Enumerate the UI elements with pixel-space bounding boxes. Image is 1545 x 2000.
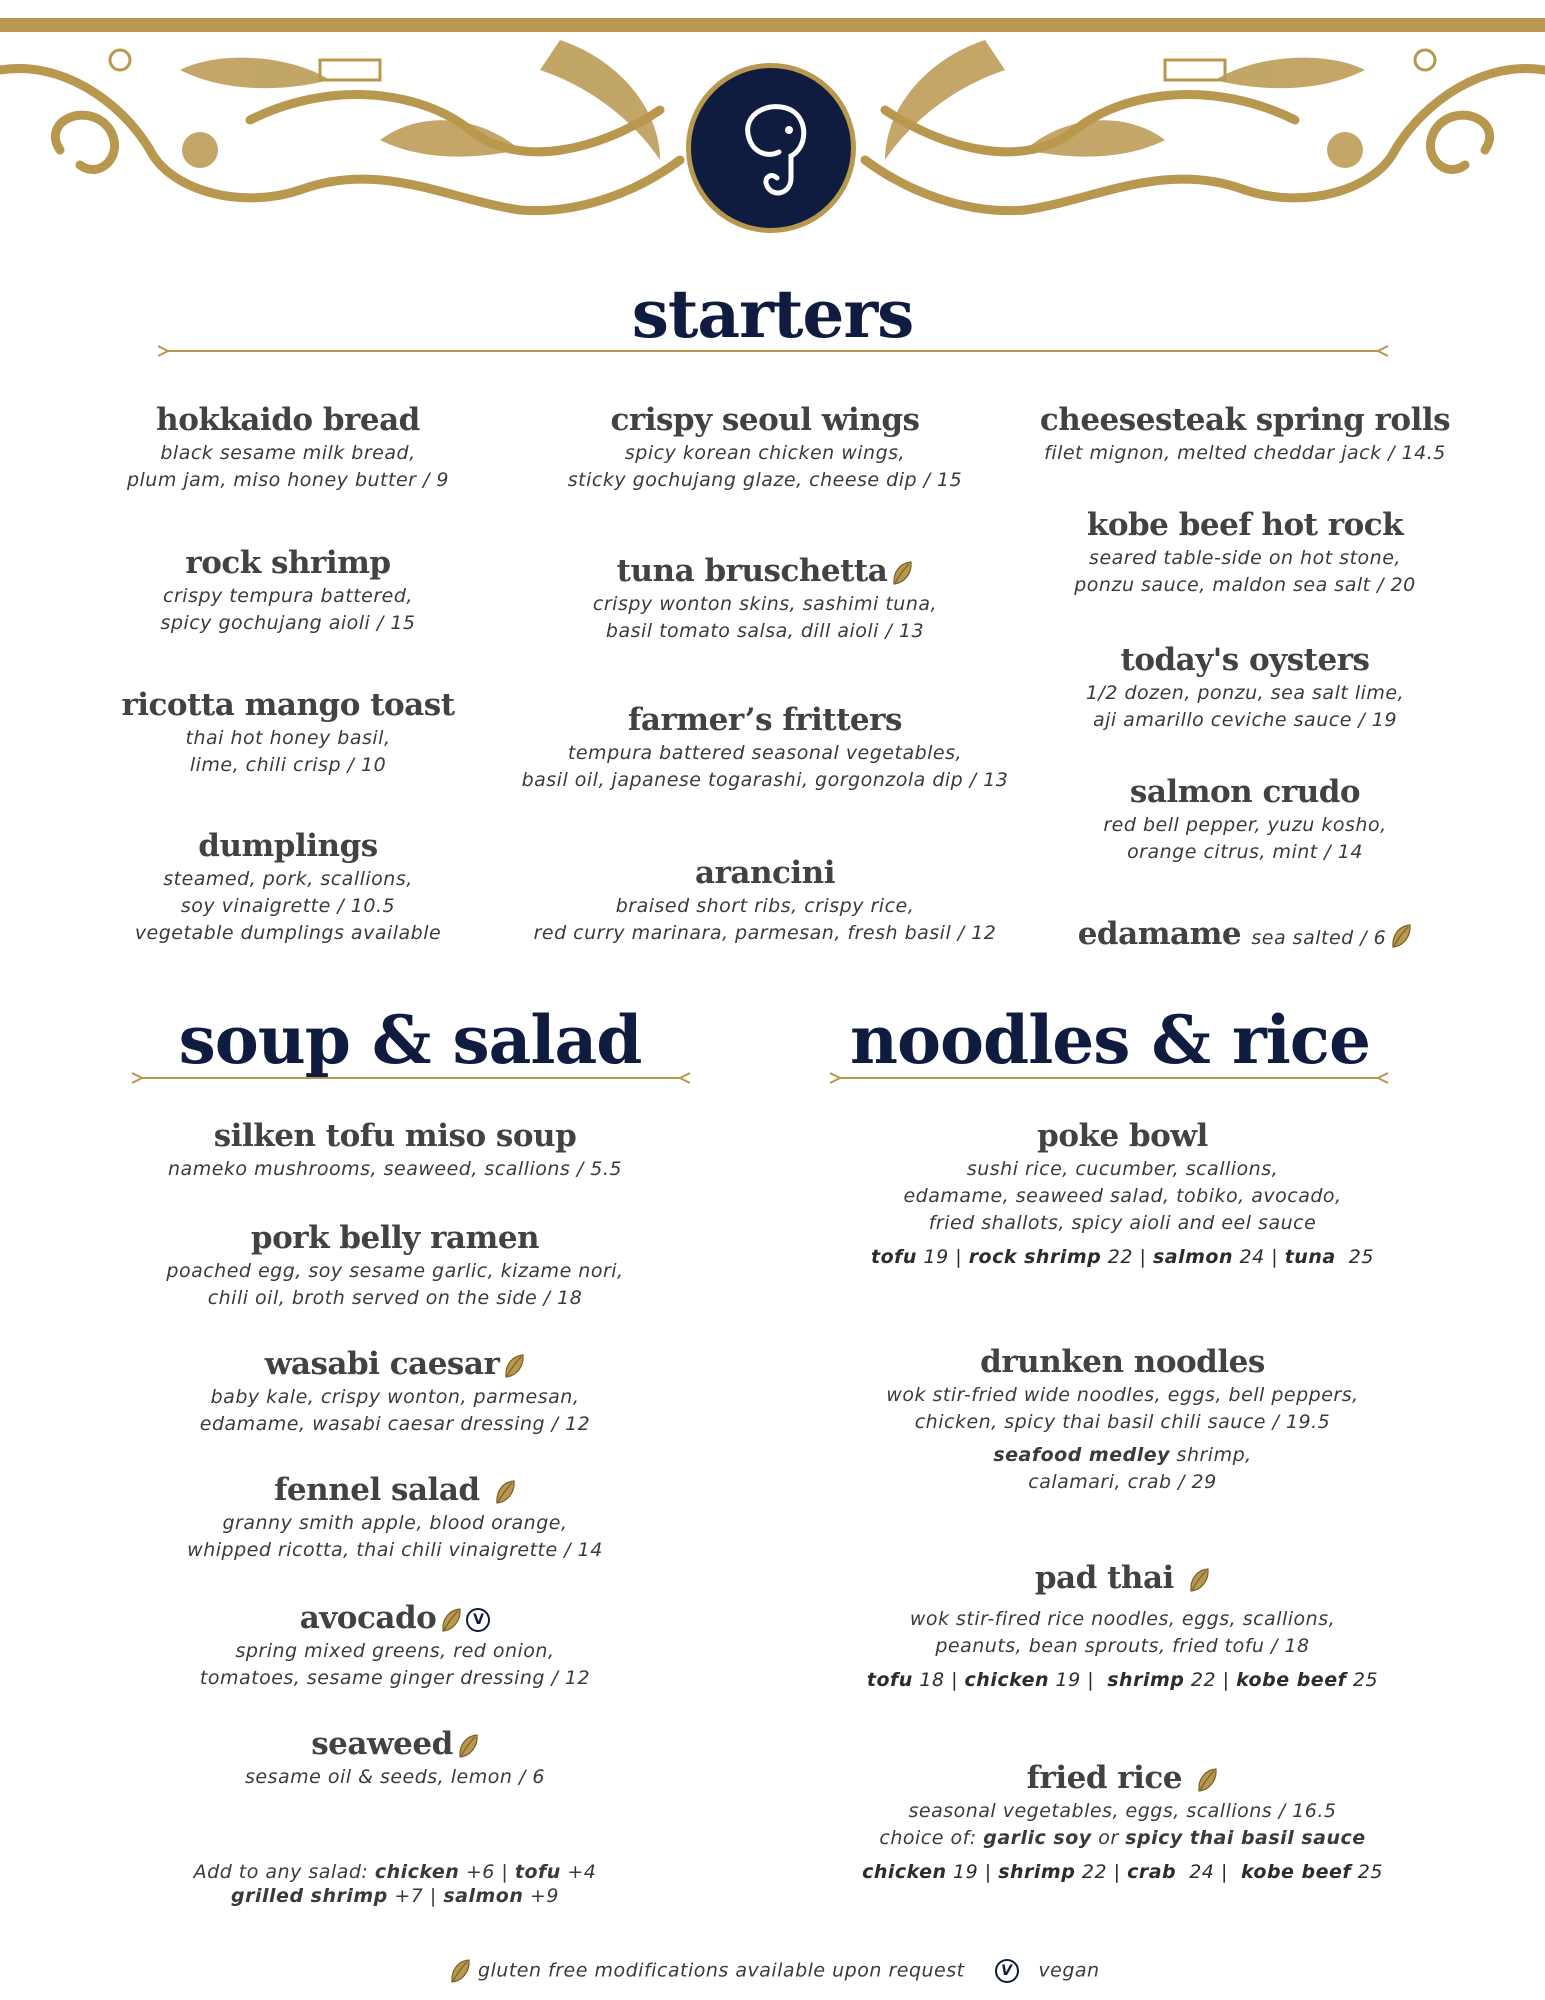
- gluten-free-leaf-icon: [457, 1733, 479, 1759]
- item-desc: ponzu sauce, maldon sea salt / 20: [1074, 574, 1416, 596]
- gluten-free-leaf-icon: [449, 1958, 471, 1984]
- item-desc: crispy wonton skins, sashimi tuna,: [592, 593, 938, 615]
- divider-rule: [830, 1072, 1388, 1084]
- item-name: hokkaido bread: [156, 402, 420, 438]
- vegan-v-icon: V: [466, 1608, 490, 1632]
- addon-tofu: tofu: [514, 1861, 561, 1883]
- item-desc: whipped ricotta, thai chili vinaigrette / 14: [187, 1539, 603, 1561]
- item-name: wasabi caesar: [264, 1346, 500, 1382]
- item-name: seaweed: [311, 1726, 453, 1762]
- gluten-free-note: gluten free modifications available upon request: [477, 1959, 965, 1982]
- restaurant-logo: [686, 63, 856, 233]
- item-desc: steamed, pork, scallions,: [163, 868, 413, 890]
- item-desc: edamame, seaweed salad, tobiko, avocado,: [903, 1185, 1342, 1207]
- menu-item-poke-bowl: [830, 1116, 1415, 1271]
- menu-item-fried-rice: fried rice seasonal vegetables, eggs, scallions / 16.5 choice of: garlic soy or spicy thai basil sauce chicken 19 | shrimp 22 | crab 24 | kobe beef 25: [830, 1758, 1415, 1886]
- item-desc: sesame oil & seeds, lemon / 6: [245, 1766, 545, 1788]
- addon-shrimp: grilled shrimp: [231, 1885, 388, 1907]
- item-desc: basil oil, japanese togarashi, gorgonzola dip / 13: [521, 769, 1009, 791]
- vegan-v-icon: V: [995, 1959, 1019, 1983]
- item-desc: soy vinaigrette / 10.5: [180, 895, 396, 917]
- menu-item-pork-belly-ramen: [130, 1218, 660, 1312]
- gluten-free-leaf-icon: [503, 1353, 525, 1379]
- menu-item-crispy-seoul-wings: [515, 400, 1015, 494]
- item-name: farmer’s fritters: [628, 702, 902, 738]
- item-desc: baby kale, crispy wonton, parmesan,: [210, 1386, 580, 1408]
- item-name: fennel salad: [274, 1472, 480, 1508]
- item-name: ricotta mango toast: [121, 687, 455, 723]
- menu-item-drunken-noodles: drunken noodles wok stir-fried wide noodles, eggs, bell peppers, chicken, spicy thai basil chili sauce / 19.5 seafood medley shrimp, calamari, crab / 29: [830, 1342, 1415, 1496]
- gluten-free-leaf-icon: [494, 1479, 516, 1505]
- item-desc: seasonal vegetables, eggs, scallions / 16.5: [908, 1800, 1337, 1822]
- gluten-free-leaf-icon: [1390, 923, 1412, 949]
- legend-footer: [0, 1958, 1545, 1984]
- menu-item-hokkaido-bread: [88, 400, 488, 494]
- item-desc: lime, chili crisp / 10: [189, 754, 387, 776]
- item-name: cheesesteak spring rolls: [1039, 402, 1451, 438]
- item-desc: peanuts, bean sprouts, fried tofu / 18: [935, 1635, 1310, 1657]
- item-name: pad thai: [1034, 1560, 1174, 1596]
- section-title-noodles-rice: noodles & rice: [850, 1001, 1370, 1079]
- item-desc: red bell pepper, yuzu kosho,: [1103, 814, 1387, 836]
- menu-item-tuna-bruschetta: [515, 551, 1015, 645]
- item-desc: spicy korean chicken wings,: [624, 442, 906, 464]
- item-name: silken tofu miso soup: [213, 1118, 577, 1154]
- menu-item-dumplings: [88, 826, 488, 947]
- item-desc: poached egg, soy sesame garlic, kizame nori,: [166, 1260, 624, 1282]
- salad-addons: Add to any salad: chicken +6 | tofu +4 grilled shrimp +7 | salmon +9: [193, 1861, 597, 1907]
- item-name: fried rice: [1026, 1760, 1183, 1796]
- item-desc: sushi rice, cucumber, scallions,: [966, 1158, 1279, 1180]
- item-desc: filet mignon, melted cheddar jack / 14.5: [1044, 442, 1446, 464]
- menu-item-avocado: [130, 1598, 660, 1692]
- item-desc: calamari, crab / 29: [1028, 1471, 1217, 1493]
- gluten-free-leaf-icon: [440, 1607, 462, 1633]
- gluten-free-leaf-icon: [1188, 1567, 1210, 1593]
- menu-item-cheesesteak-spring-rolls: [1030, 400, 1460, 467]
- item-desc: black sesame milk bread,: [160, 442, 416, 464]
- section-title-soup-salad: soup & salad: [178, 1001, 642, 1079]
- menu-item-farmers-fritters: [480, 700, 1050, 794]
- item-name: dumplings: [198, 828, 378, 864]
- menu-item-pad-thai: [830, 1558, 1415, 1694]
- item-desc: sea salted / 6: [1251, 927, 1387, 949]
- item-name: crispy seoul wings: [610, 402, 920, 438]
- price-options: tofu 18 | chicken 19 | shrimp 22 | kobe beef 25: [866, 1669, 1379, 1691]
- item-desc: fried shallots, spicy aioli and eel sauce: [928, 1212, 1317, 1234]
- item-name: rock shrimp: [185, 545, 391, 581]
- gluten-free-leaf-icon: [1196, 1767, 1218, 1793]
- price-options: tofu 19 | rock shrimp 22 | salmon 24 | tuna 25: [871, 1246, 1374, 1268]
- section-title-starters: starters: [631, 275, 914, 353]
- addons-lead: Add to any salad:: [193, 1861, 369, 1883]
- item-name: avocado: [299, 1600, 437, 1636]
- item-name: drunken noodles: [980, 1344, 1265, 1380]
- menu-item-arancini: [515, 853, 1015, 947]
- menu-item-silken-tofu-miso-soup: [130, 1116, 660, 1183]
- menu-item-edamame: [1030, 914, 1460, 958]
- item-name: poke bowl: [1037, 1118, 1208, 1154]
- item-desc: braised short ribs, crispy rice,: [615, 895, 915, 917]
- item-desc: sticky gochujang glaze, cheese dip / 15: [567, 469, 963, 491]
- item-desc: nameko mushrooms, seaweed, scallions / 5.5: [168, 1158, 622, 1180]
- menu-item-wasabi-caesar: [130, 1344, 660, 1438]
- item-desc: crispy tempura battered,: [163, 585, 413, 607]
- item-desc: spring mixed greens, red onion,: [235, 1640, 555, 1662]
- item-desc: tomatoes, sesame ginger dressing / 12: [199, 1667, 591, 1689]
- item-desc: granny smith apple, blood orange,: [222, 1512, 568, 1534]
- menu-item-fennel-salad: [130, 1470, 660, 1564]
- divider-rule: [132, 1072, 690, 1084]
- item-desc: wok stir-fired rice noodles, eggs, scallions,: [909, 1608, 1336, 1630]
- item-desc: 1/2 dozen, ponzu, sea salt lime,: [1085, 682, 1405, 704]
- item-desc: aji amarillo ceviche sauce / 19: [1092, 709, 1398, 731]
- menu-item-todays-oysters: [1030, 640, 1460, 734]
- divider-rule: [158, 345, 1388, 357]
- item-desc: chili oil, broth served on the side / 18: [207, 1287, 583, 1309]
- item-desc: edamame, wasabi caesar dressing / 12: [199, 1413, 591, 1435]
- menu-item-kobe-beef-hot-rock: [1030, 505, 1460, 599]
- item-name: pork belly ramen: [250, 1220, 540, 1256]
- item-desc: tempura battered seasonal vegetables,: [567, 742, 963, 764]
- item-desc: seared table-side on hot stone,: [1089, 547, 1401, 569]
- addon-salmon: salmon: [443, 1885, 524, 1907]
- item-desc: basil tomato salsa, dill aioli / 13: [605, 620, 925, 642]
- menu-item-salmon-crudo: [1030, 772, 1460, 866]
- addon-chicken: chicken: [374, 1861, 460, 1883]
- item-name: edamame: [1077, 916, 1242, 952]
- menu-item-rock-shrimp: [88, 543, 488, 637]
- item-name: arancini: [694, 855, 835, 891]
- item-desc: thai hot honey basil,: [185, 727, 391, 749]
- item-desc: red curry marinara, parmesan, fresh basil / 12: [533, 922, 997, 944]
- price-options: chicken 19 | shrimp 22 | crab 24 | kobe beef 25: [862, 1861, 1383, 1883]
- seafood-medley-label: seafood medley: [993, 1444, 1170, 1466]
- item-desc: spicy gochujang aioli / 15: [160, 612, 416, 634]
- item-desc: vegetable dumplings available: [134, 922, 442, 944]
- item-name: today's oysters: [1120, 642, 1370, 678]
- item-desc: chicken, spicy thai basil chili sauce / 19.5: [914, 1411, 1331, 1433]
- item-name: tuna bruschetta: [616, 553, 888, 589]
- menu-item-ricotta-mango-toast: [88, 685, 488, 779]
- menu-item-seaweed: [130, 1724, 660, 1791]
- item-desc: wok stir-fried wide noodles, eggs, bell peppers,: [886, 1384, 1359, 1406]
- vegan-note: vegan: [1038, 1959, 1100, 1982]
- gluten-free-leaf-icon: [891, 560, 913, 586]
- elephant-icon: [691, 68, 851, 228]
- item-name: salmon crudo: [1129, 774, 1361, 810]
- item-desc: orange citrus, mint / 14: [1127, 841, 1363, 863]
- item-name: kobe beef hot rock: [1086, 507, 1404, 543]
- item-desc: plum jam, miso honey butter / 9: [126, 469, 450, 491]
